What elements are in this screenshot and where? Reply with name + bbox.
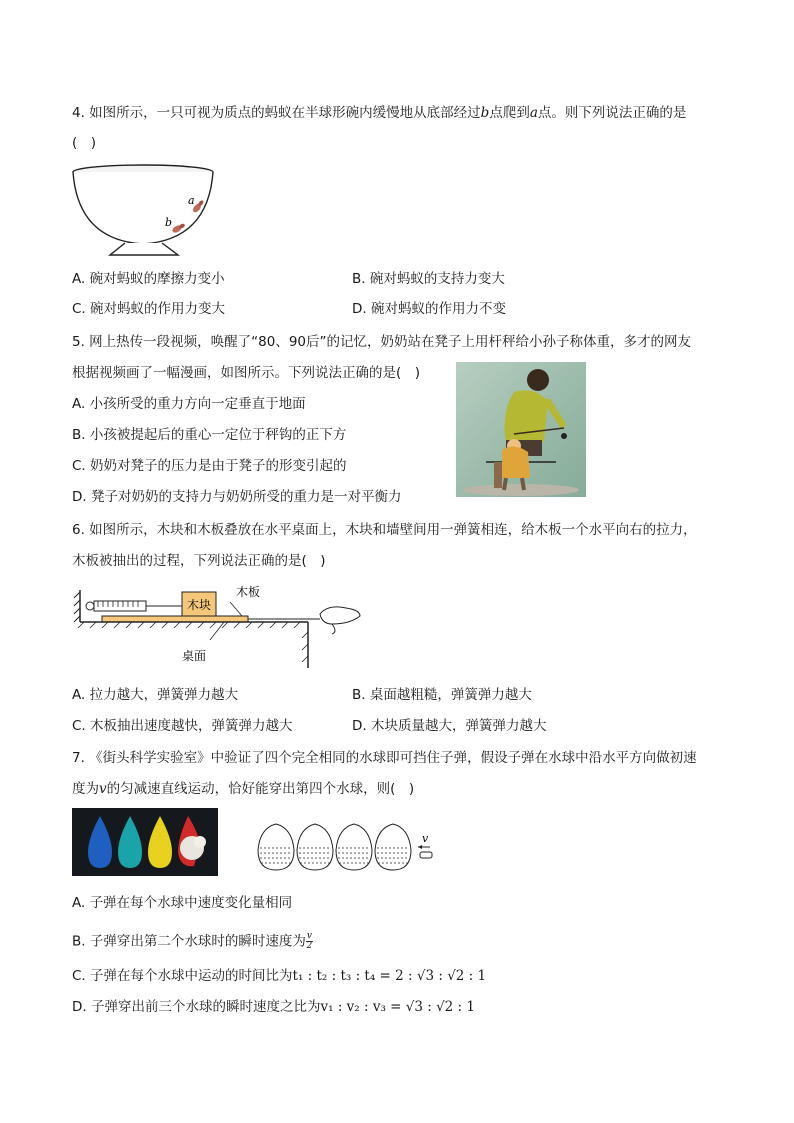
- q4-option-b: B. 碗对蚂蚁的支持力变大: [352, 271, 505, 287]
- q5-option-b: B. 小孩被提起后的重心一定位于秤钩的正下方: [72, 427, 347, 443]
- q7-stem-line1: 7. 《街头科学实验室》中验证了四个完全相同的水球即可挡住子弹，假设子弹在水球中沿水平方向做初速: [72, 750, 697, 766]
- q7-stem-text-2: 的匀减速直线运动，恰好能穿出第四个水球，则( ): [106, 781, 415, 797]
- q6-option-b: B. 桌面越粗糙，弹簧弹力越大: [352, 687, 532, 703]
- q4-option-d: D. 碗对蚂蚁的作用力不变: [352, 301, 506, 317]
- q7-fraction-numerator: v: [306, 931, 312, 941]
- q6-option-c: C. 木板抽出速度越快，弹簧弹力越大: [72, 718, 293, 734]
- q5-option-c: C. 奶奶对凳子的压力是由于凳子的形变引起的: [72, 458, 347, 474]
- q7-option-a: A. 子弹在每个水球中速度变化量相同: [72, 895, 293, 911]
- q7-fraction-denominator: 2: [306, 941, 313, 951]
- q7-option-b: [72, 932, 313, 951]
- q4-stem-text-2: 点爬到: [489, 105, 530, 121]
- q4-option-a: A. 碗对蚂蚁的摩擦力变小: [72, 271, 225, 287]
- q5-stem-line1: 5. 网上热传一段视频，唤醒了“80、90后”的记忆，奶奶站在凳子上用杆秤给小孙子称体重，多才的网友: [72, 334, 692, 350]
- q5-option-d: D. 凳子对奶奶的支持力与奶奶所受的重力是一对平衡力: [72, 489, 402, 505]
- q6-spring-board-figure: [70, 580, 370, 670]
- q4-paren: ( ): [72, 135, 97, 151]
- q4-fig-label-b: b: [165, 216, 173, 229]
- q6-stem-line2: 木板被抽出的过程，下列说法正确的是( ): [72, 553, 326, 569]
- q7-fig-v-label: v: [422, 832, 429, 845]
- q6-fig-board-label: 木板: [236, 585, 261, 599]
- q4-bowl-figure: [70, 160, 220, 260]
- q4-stem: [72, 104, 686, 122]
- q7-var-v: v: [99, 781, 107, 797]
- q7-water-balloons-photo: [72, 808, 218, 876]
- q7-option-d: [72, 998, 475, 1016]
- q4-stem-text-3: 点。则下列说法正确的是: [537, 105, 687, 121]
- q7-option-c-math: t₁ : t₂ : t₃ : t₄ = 2 : √3 : √2 : 1: [292, 968, 487, 984]
- q6-option-d: D. 木块质量越大，弹簧弹力越大: [352, 718, 547, 734]
- q6-fig-table-label: 桌面: [182, 649, 207, 663]
- q6-stem-line1: 6. 如图所示，木块和木板叠放在水平桌面上，木块和墙壁间用一弹簧相连，给木板一个水平向右的拉力，: [72, 522, 697, 538]
- q4-option-c: C. 碗对蚂蚁的作用力变大: [72, 301, 226, 317]
- q7-stem-text-1: 度为: [72, 781, 99, 797]
- q7-option-b-fraction: [306, 932, 313, 951]
- q7-option-d-text: D. 子弹穿出前三个水球的瞬时速度之比为: [72, 999, 321, 1015]
- q5-stem-line2: 根据视频画了一幅漫画，如图所示。下列说法正确的是( ): [72, 365, 421, 381]
- q7-option-b-text: B. 子弹穿出第二个水球时的瞬时速度为: [72, 933, 306, 950]
- q6-fig-block-label: 木块: [186, 598, 212, 612]
- q4-var-b: b: [480, 105, 490, 121]
- q5-cartoon-illustration: [456, 362, 586, 497]
- q5-option-a: A. 小孩所受的重力方向一定垂直于地面: [72, 396, 306, 412]
- q4-fig-label-a: a: [188, 194, 195, 207]
- q4-stem-text-1: 4. 如图所示，一只可视为质点的蚂蚁在半球形碗内缓慢地从底部经过: [72, 105, 481, 121]
- q7-option-c-text: C. 子弹在每个水球中运动的时间比为: [72, 968, 293, 984]
- q7-stem-line2: [72, 780, 414, 798]
- q7-option-c: [72, 967, 486, 985]
- q6-option-a: A. 拉力越大，弹簧弹力越大: [72, 687, 239, 703]
- q7-balloon-diagram: [254, 820, 439, 875]
- q7-option-d-math: v₁ : v₂ : v₃ = √3 : √2 : 1: [320, 999, 475, 1015]
- q4-var-a: a: [529, 105, 538, 121]
